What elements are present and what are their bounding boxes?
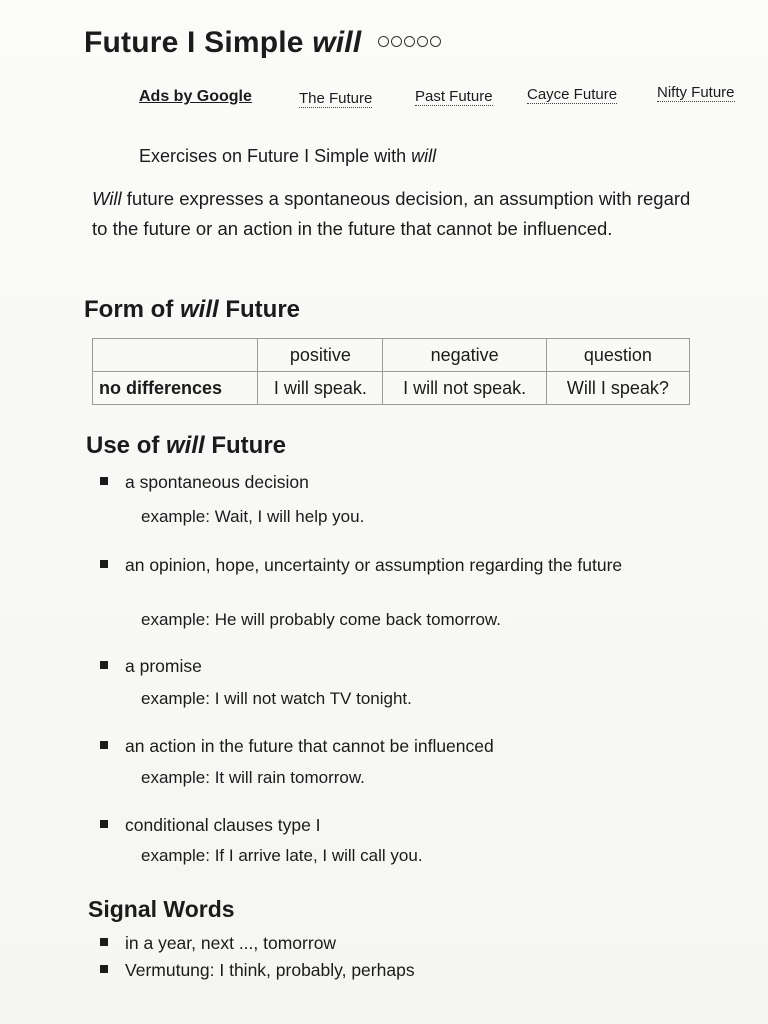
example-text: example: I will not watch TV tonight. (141, 689, 412, 708)
table-cell: Will I speak? (546, 372, 689, 405)
form-table (92, 338, 690, 405)
example-text: example: If I arrive late, I will call you. (141, 846, 423, 865)
example-text: example: Wait, I will help you. (141, 507, 365, 526)
list-item: in a year, next ..., tomorrow (125, 933, 337, 953)
use-heading (86, 432, 286, 460)
empty-circle-rating-icon[interactable] (430, 36, 441, 47)
bullet-icon (100, 661, 108, 669)
form-heading-italic: will (180, 296, 219, 323)
list-item: a spontaneous decision (125, 472, 309, 492)
table-row (93, 372, 690, 405)
intro-paragraph (92, 184, 702, 244)
ad-link[interactable]: Past Future (415, 88, 493, 105)
exercises-italic-text: will (411, 146, 437, 166)
table-header-cell: positive (258, 339, 383, 372)
table-header-row (93, 339, 690, 372)
table-cell: I will not speak. (383, 372, 546, 405)
ads-label[interactable]: Ads by Google (139, 88, 252, 105)
form-heading (84, 296, 300, 324)
list-item: conditional clauses type I (125, 815, 321, 835)
bullet-icon (100, 938, 108, 946)
empty-circle-rating-icon[interactable] (404, 36, 415, 47)
list-item: an opinion, hope, uncertainty or assumption regarding the future (125, 555, 623, 575)
bullet-icon (100, 560, 108, 568)
intro-text: future expresses a spontaneous decision, an assumption with regard to the future or an action in the future that cannot be influenced. (92, 188, 691, 239)
table-header-cell: question (546, 339, 689, 372)
page-title (84, 26, 443, 61)
ad-link[interactable]: Cayce Future (527, 86, 618, 103)
bullet-icon (100, 820, 108, 828)
table-cell: I will speak. (258, 372, 383, 405)
intro-italic-text: Will (92, 188, 122, 209)
form-heading-suffix: Future (218, 296, 300, 323)
table-row-label: no differences (93, 372, 258, 405)
use-heading-prefix: Use of (86, 432, 167, 459)
empty-circle-rating-icon[interactable] (378, 36, 389, 47)
empty-circle-rating-icon[interactable] (417, 36, 428, 47)
title-text: Future I Simple (84, 26, 313, 59)
exercises-link[interactable] (139, 146, 436, 167)
empty-circle-rating-icon[interactable] (391, 36, 402, 47)
table-header-cell: negative (383, 339, 546, 372)
table-header-cell (93, 339, 258, 372)
title-italic-text: will (312, 26, 362, 59)
exercises-text: Exercises on Future I Simple with (139, 146, 412, 166)
form-heading-prefix: Form of (84, 296, 180, 323)
signal-heading: Signal Words (88, 896, 235, 922)
use-heading-suffix: Future (204, 432, 287, 459)
bullet-icon (100, 965, 108, 973)
example-text: example: He will probably come back tomorrow. (141, 610, 501, 629)
bullet-icon (100, 477, 108, 485)
rating-widget[interactable] (378, 21, 443, 55)
list-item: Vermutung: I think, probably, perhaps (125, 960, 415, 980)
list-item: an action in the future that cannot be influenced (125, 736, 494, 756)
ad-link[interactable]: The Future (299, 90, 373, 107)
ad-link[interactable]: Nifty Future (657, 84, 735, 101)
bullet-icon (100, 741, 108, 749)
list-item: a promise (125, 656, 202, 676)
use-heading-italic: will (166, 432, 205, 459)
example-text: example: It will rain tomorrow. (141, 768, 365, 787)
